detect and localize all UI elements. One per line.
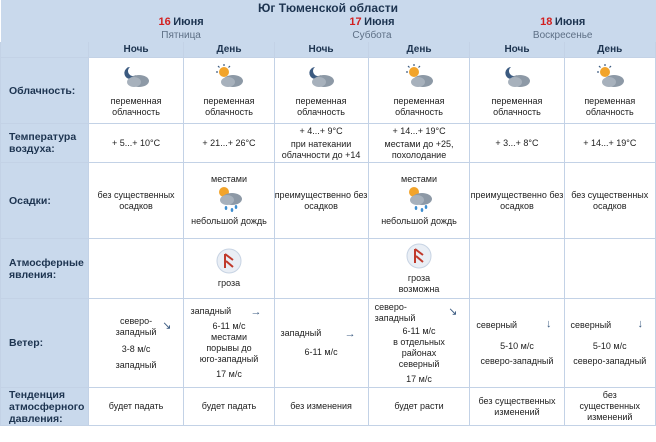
region-title: Юг Тюменской области: [1, 0, 656, 16]
cloud-text: переменная облачность: [203, 95, 255, 117]
pressure-cell: будет падать: [184, 388, 274, 426]
phen-cell: гроза возможна: [368, 239, 470, 299]
row-label-wind: Ветер:: [1, 299, 89, 388]
tod-label: День: [564, 42, 655, 58]
temp-cell: + 14...+ 19°С местами до +25, похолодание: [368, 124, 470, 163]
cloud-text: переменная облачность: [584, 95, 636, 117]
cloud-text: переменная облачность: [491, 95, 543, 117]
wind-cell: северный ↓ 5-10 м/с северо-западный: [564, 299, 655, 388]
wind-arrow-icon: →: [344, 328, 356, 340]
day-header-3: 18 Июня Воскресенье: [470, 16, 656, 42]
row-label-temp: Температура воздуха:: [1, 124, 89, 163]
cloud-cell: [184, 58, 274, 124]
cloud-cell: [470, 58, 564, 124]
phen-cell: [88, 239, 184, 299]
phen-cell: [470, 239, 564, 299]
tod-label: Ночь: [470, 42, 564, 58]
cloud-cell: [368, 58, 470, 124]
moon-cloud-icon: [119, 64, 153, 90]
phen-cell: гроза: [184, 239, 274, 299]
wind-cell: северо-западный ↘ 6-11 м/с в отдельных районах северный 17 м/с: [368, 299, 470, 388]
wind-cell: северо-западный ↘ 3-8 м/с западный: [88, 299, 184, 388]
cloud-cell: [564, 58, 655, 124]
sun-cloud-rain-icon: [402, 185, 436, 213]
cloud-text: переменная облачность: [110, 95, 162, 117]
sun-cloud-icon: [212, 64, 246, 90]
phen-cell: [564, 239, 655, 299]
moon-cloud-icon: [304, 64, 338, 90]
tod-label: Ночь: [88, 42, 184, 58]
thunderstorm-icon: [216, 248, 242, 274]
row-label-pressure: Тенденция атмосферного давления:: [1, 388, 89, 426]
day-header-2: 17 Июня Суббота: [274, 16, 470, 42]
precip-cell: преимущественно без осадков: [274, 163, 368, 239]
pressure-cell: будет падать: [88, 388, 184, 426]
temp-cell: + 3...+ 8°С: [470, 124, 564, 163]
row-label-phen: Атмосферные явления:: [1, 239, 89, 299]
sun-cloud-icon: [593, 64, 627, 90]
cloud-text: переменная облачность: [393, 95, 445, 117]
wind-cell: северный ↓ 5-10 м/с северо-западный: [470, 299, 564, 388]
wind-arrow-icon: ↓: [546, 318, 552, 330]
temp-cell: + 4...+ 9°С при натекании облачности до +14: [274, 124, 368, 163]
temp-cell: + 21...+ 26°С: [184, 124, 274, 163]
precip-cell: без существенных осадков: [88, 163, 184, 239]
precip-cell: преимущественно без осадков: [470, 163, 564, 239]
wind-cell: западный → 6-11 м/с местами порывы до юго-западный 17 м/с: [184, 299, 274, 388]
tod-label: Ночь: [274, 42, 368, 58]
row-label-precip: Осадки:: [1, 163, 89, 239]
precip-cell: местами небольшой дождь: [368, 163, 470, 239]
cloud-cell: [274, 58, 368, 124]
pressure-cell: без изменения: [274, 388, 368, 426]
wind-arrow-icon: ↓: [637, 318, 643, 330]
cloud-cell: [88, 58, 184, 124]
precip-cell: местами небольшой дождь: [184, 163, 274, 239]
pressure-cell: без существенных изменений: [564, 388, 655, 426]
wind-arrow-icon: ↘: [162, 320, 172, 332]
wind-arrow-icon: ↘: [448, 306, 458, 318]
day-header-1: 16 Июня Пятница: [88, 16, 274, 42]
moon-cloud-icon: [500, 64, 534, 90]
cloud-text: переменная облачность: [295, 95, 347, 117]
sun-cloud-icon: [402, 64, 436, 90]
thunderstorm-icon: [406, 243, 432, 269]
precip-cell: без существенных осадков: [564, 163, 655, 239]
pressure-cell: без существенных изменений: [470, 388, 564, 426]
phen-cell: [274, 239, 368, 299]
wind-arrow-icon: →: [250, 306, 262, 318]
temp-cell: + 5...+ 10°С: [88, 124, 184, 163]
tod-label: День: [184, 42, 274, 58]
sun-cloud-rain-icon: [212, 185, 246, 213]
wind-cell: западный → 6-11 м/с: [274, 299, 368, 388]
pressure-cell: будет расти: [368, 388, 470, 426]
row-label-cloud: Облачность:: [1, 58, 89, 124]
tod-label: День: [368, 42, 470, 58]
temp-cell: + 14...+ 19°С: [564, 124, 655, 163]
